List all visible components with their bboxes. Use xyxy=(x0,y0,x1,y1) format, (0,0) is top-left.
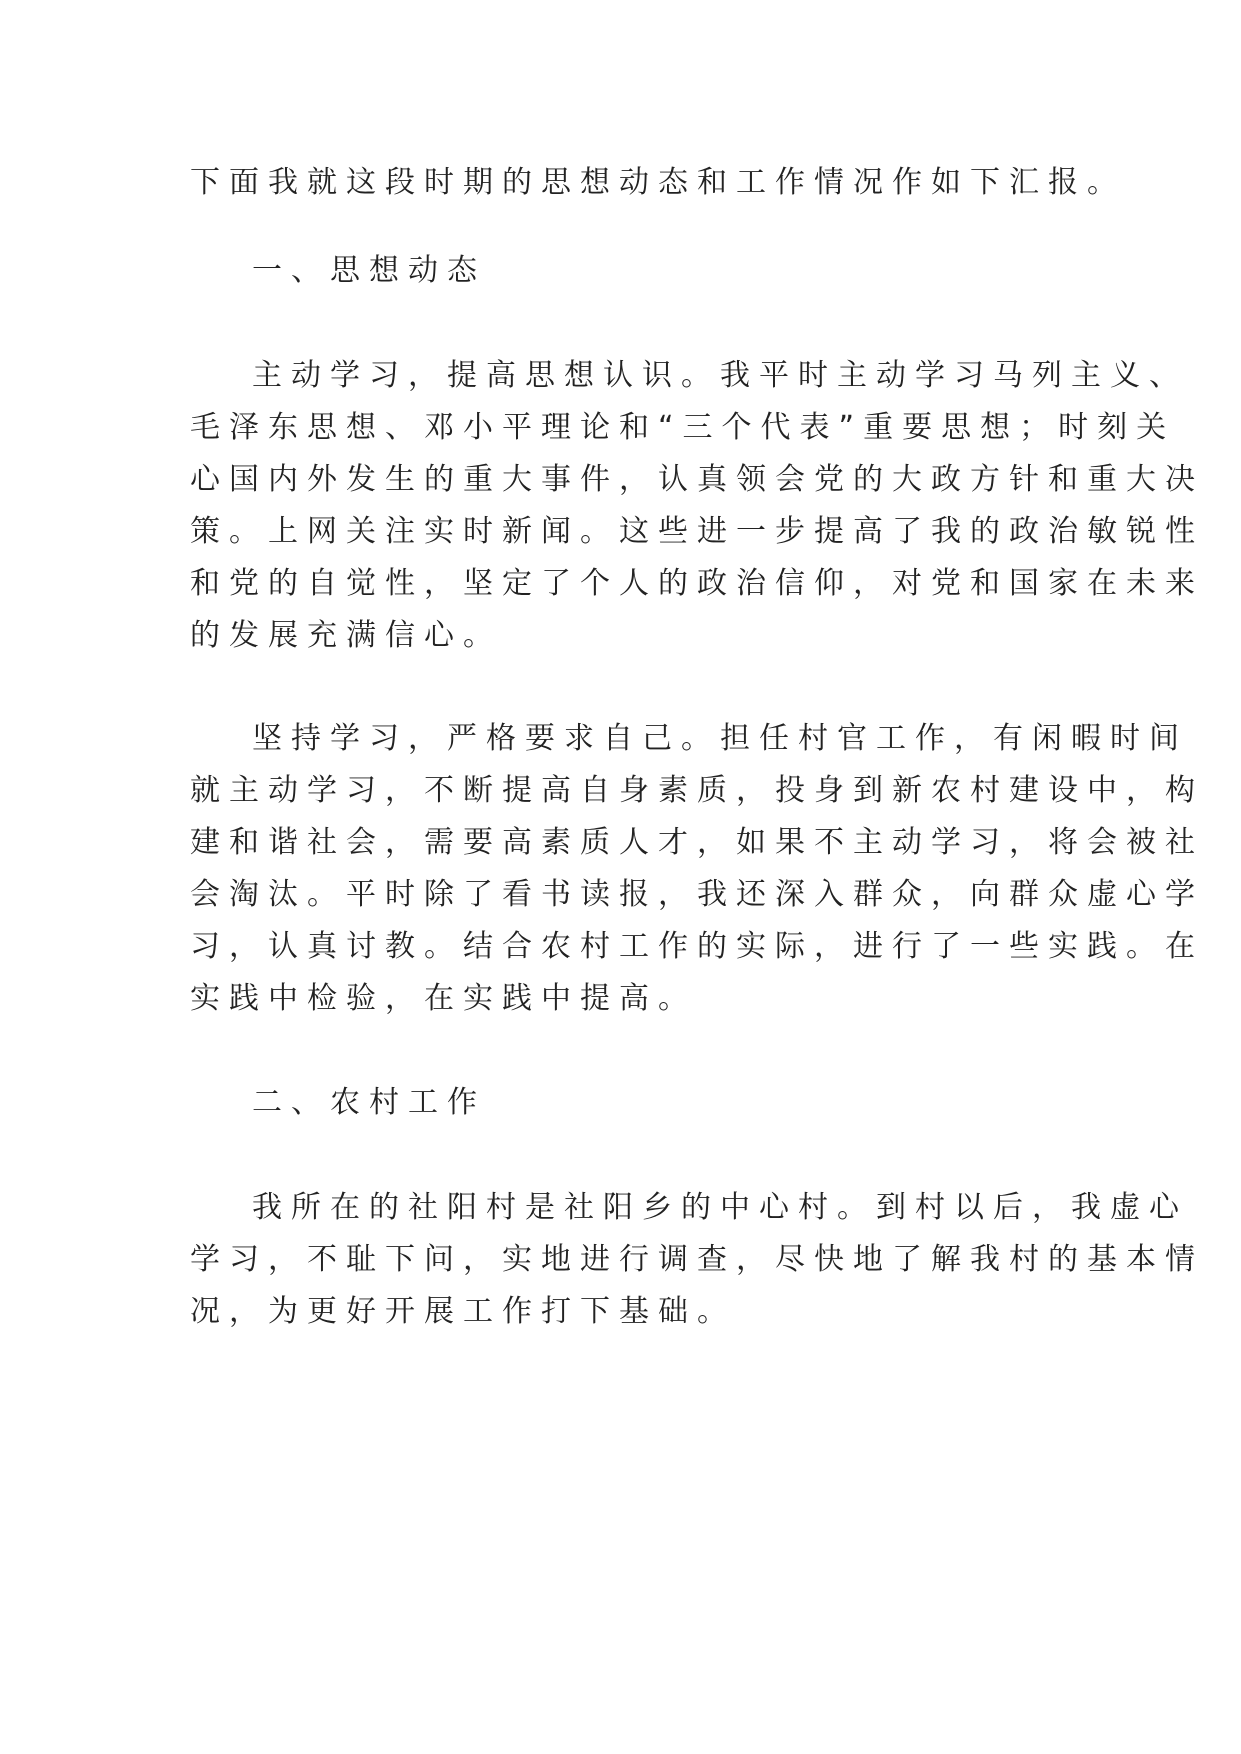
paragraph-line: 就主动学习，不断提高自身素质，投身到新农村建设中，构 xyxy=(190,773,1204,808)
paragraph-line: 心国内外发生的重大事件，认真领会党的大政方针和重大决 xyxy=(190,462,1204,497)
paragraph-line: 习，认真讨教。结合农村工作的实际，进行了一些实践。在 xyxy=(190,929,1204,964)
paragraph-line: 主动学习，提高思想认识。我平时主动学习马列主义、 xyxy=(252,358,1188,393)
paragraph-line: 况，为更好开展工作打下基础。 xyxy=(190,1294,736,1329)
paragraph-line: 坚持学习，严格要求自己。担任村官工作，有闲暇时间 xyxy=(252,721,1188,756)
paragraph-line: 实践中检验，在实践中提高。 xyxy=(190,981,697,1016)
paragraph-line: 的发展充满信心。 xyxy=(190,618,502,653)
section-heading-rural-work: 二、农村工作 xyxy=(252,1085,486,1120)
intro-line: 下面我就这段时期的思想动态和工作情况作如下汇报。 xyxy=(190,165,1126,200)
paragraph-line: 策。上网关注实时新闻。这些进一步提高了我的政治敏锐性 xyxy=(190,514,1204,549)
paragraph-line: 和党的自觉性，坚定了个人的政治信仰，对党和国家在未来 xyxy=(190,566,1204,601)
paragraph-line: 学习，不耻下问，实地进行调查，尽快地了解我村的基本情 xyxy=(190,1242,1204,1277)
paragraph-line: 我所在的社阳村是社阳乡的中心村。到村以后，我虚心 xyxy=(252,1190,1188,1225)
paragraph-line: 建和谐社会，需要高素质人才，如果不主动学习，将会被社 xyxy=(190,825,1204,860)
paragraph-line: 会淘汰。平时除了看书读报，我还深入群众，向群众虚心学 xyxy=(190,877,1204,912)
paragraph-line: 毛泽东思想、邓小平理论和“三个代表”重要思想；时刻关 xyxy=(190,410,1176,445)
section-heading-thought: 一、思想动态 xyxy=(252,253,486,288)
